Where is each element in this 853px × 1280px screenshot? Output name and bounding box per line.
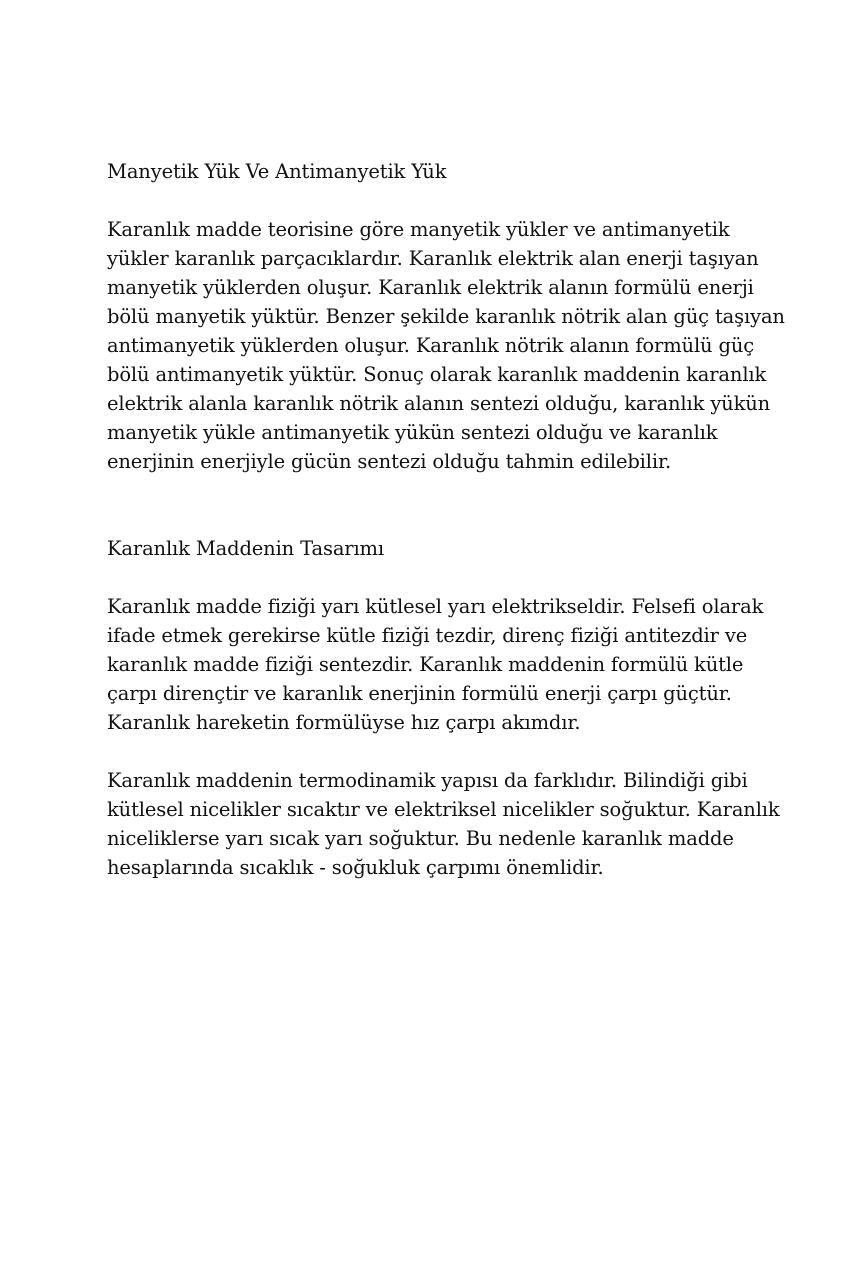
text-line: bölü antimanyetik yüktür. Sonuç olarak karanlık maddenin karanlık <box>107 363 767 386</box>
section-karanlik-madde-tasarimi <box>107 534 807 882</box>
section-heading: Karanlık Maddenin Tasarımı <box>107 537 384 560</box>
text-line: Karanlık hareketin formülüyse hız çarpı akımdır. <box>107 711 581 734</box>
spacer <box>107 737 807 766</box>
text-line: Karanlık madde teorisine göre manyetik yükler ve antimanyetik <box>107 218 730 241</box>
document-page <box>107 157 807 882</box>
paragraph <box>107 766 807 882</box>
text-line: antimanyetik yüklerden oluşur. Karanlık nötrik alanın formülü güç <box>107 334 754 357</box>
text-line: Karanlık madde fiziği yarı kütlesel yarı elektrikseldir. Felsefi olarak <box>107 595 764 618</box>
text-line: bölü manyetik yüktür. Benzer şekilde karanlık nötrik alan güç taşıyan <box>107 305 785 328</box>
text-line: manyetik yüklerden oluşur. Karanlık elektrik alanın formülü enerji <box>107 276 754 299</box>
paragraph <box>107 215 807 476</box>
text-line: manyetik yükle antimanyetik yükün sentezi olduğu ve karanlık <box>107 421 718 444</box>
text-line: enerjinin enerjiyle gücün sentezi olduğu tahmin edilebilir. <box>107 450 672 473</box>
text-line: yükler karanlık parçacıklardır. Karanlık elektrik alan enerji taşıyan <box>107 247 759 270</box>
text-line: çarpı dirençtir ve karanlık enerjinin formülü enerji çarpı güçtür. <box>107 682 732 705</box>
section-manyetik-yuk <box>107 157 807 476</box>
text-line: elektrik alanla karanlık nötrik alanın sentezi olduğu, karanlık yükün <box>107 392 771 415</box>
section-spacer <box>107 476 807 534</box>
section-heading: Manyetik Yük Ve Antimanyetik Yük <box>107 160 447 183</box>
text-line: karanlık madde fiziği sentezdir. Karanlık maddenin formülü kütle <box>107 653 744 676</box>
spacer <box>107 186 807 215</box>
text-line: niceliklerse yarı sıcak yarı soğuktur. Bu nedenle karanlık madde <box>107 827 734 850</box>
text-line: ifade etmek gerekirse kütle fiziği tezdir, direnç fiziği antitezdir ve <box>107 624 748 647</box>
text-line: Karanlık maddenin termodinamik yapısı da farklıdır. Bilindiği gibi <box>107 769 748 792</box>
text-line: hesaplarında sıcaklık - soğukluk çarpımı önemlidir. <box>107 856 604 879</box>
spacer <box>107 563 807 592</box>
paragraph <box>107 592 807 737</box>
text-line: kütlesel nicelikler sıcaktır ve elektriksel nicelikler soğuktur. Karanlık <box>107 798 780 821</box>
